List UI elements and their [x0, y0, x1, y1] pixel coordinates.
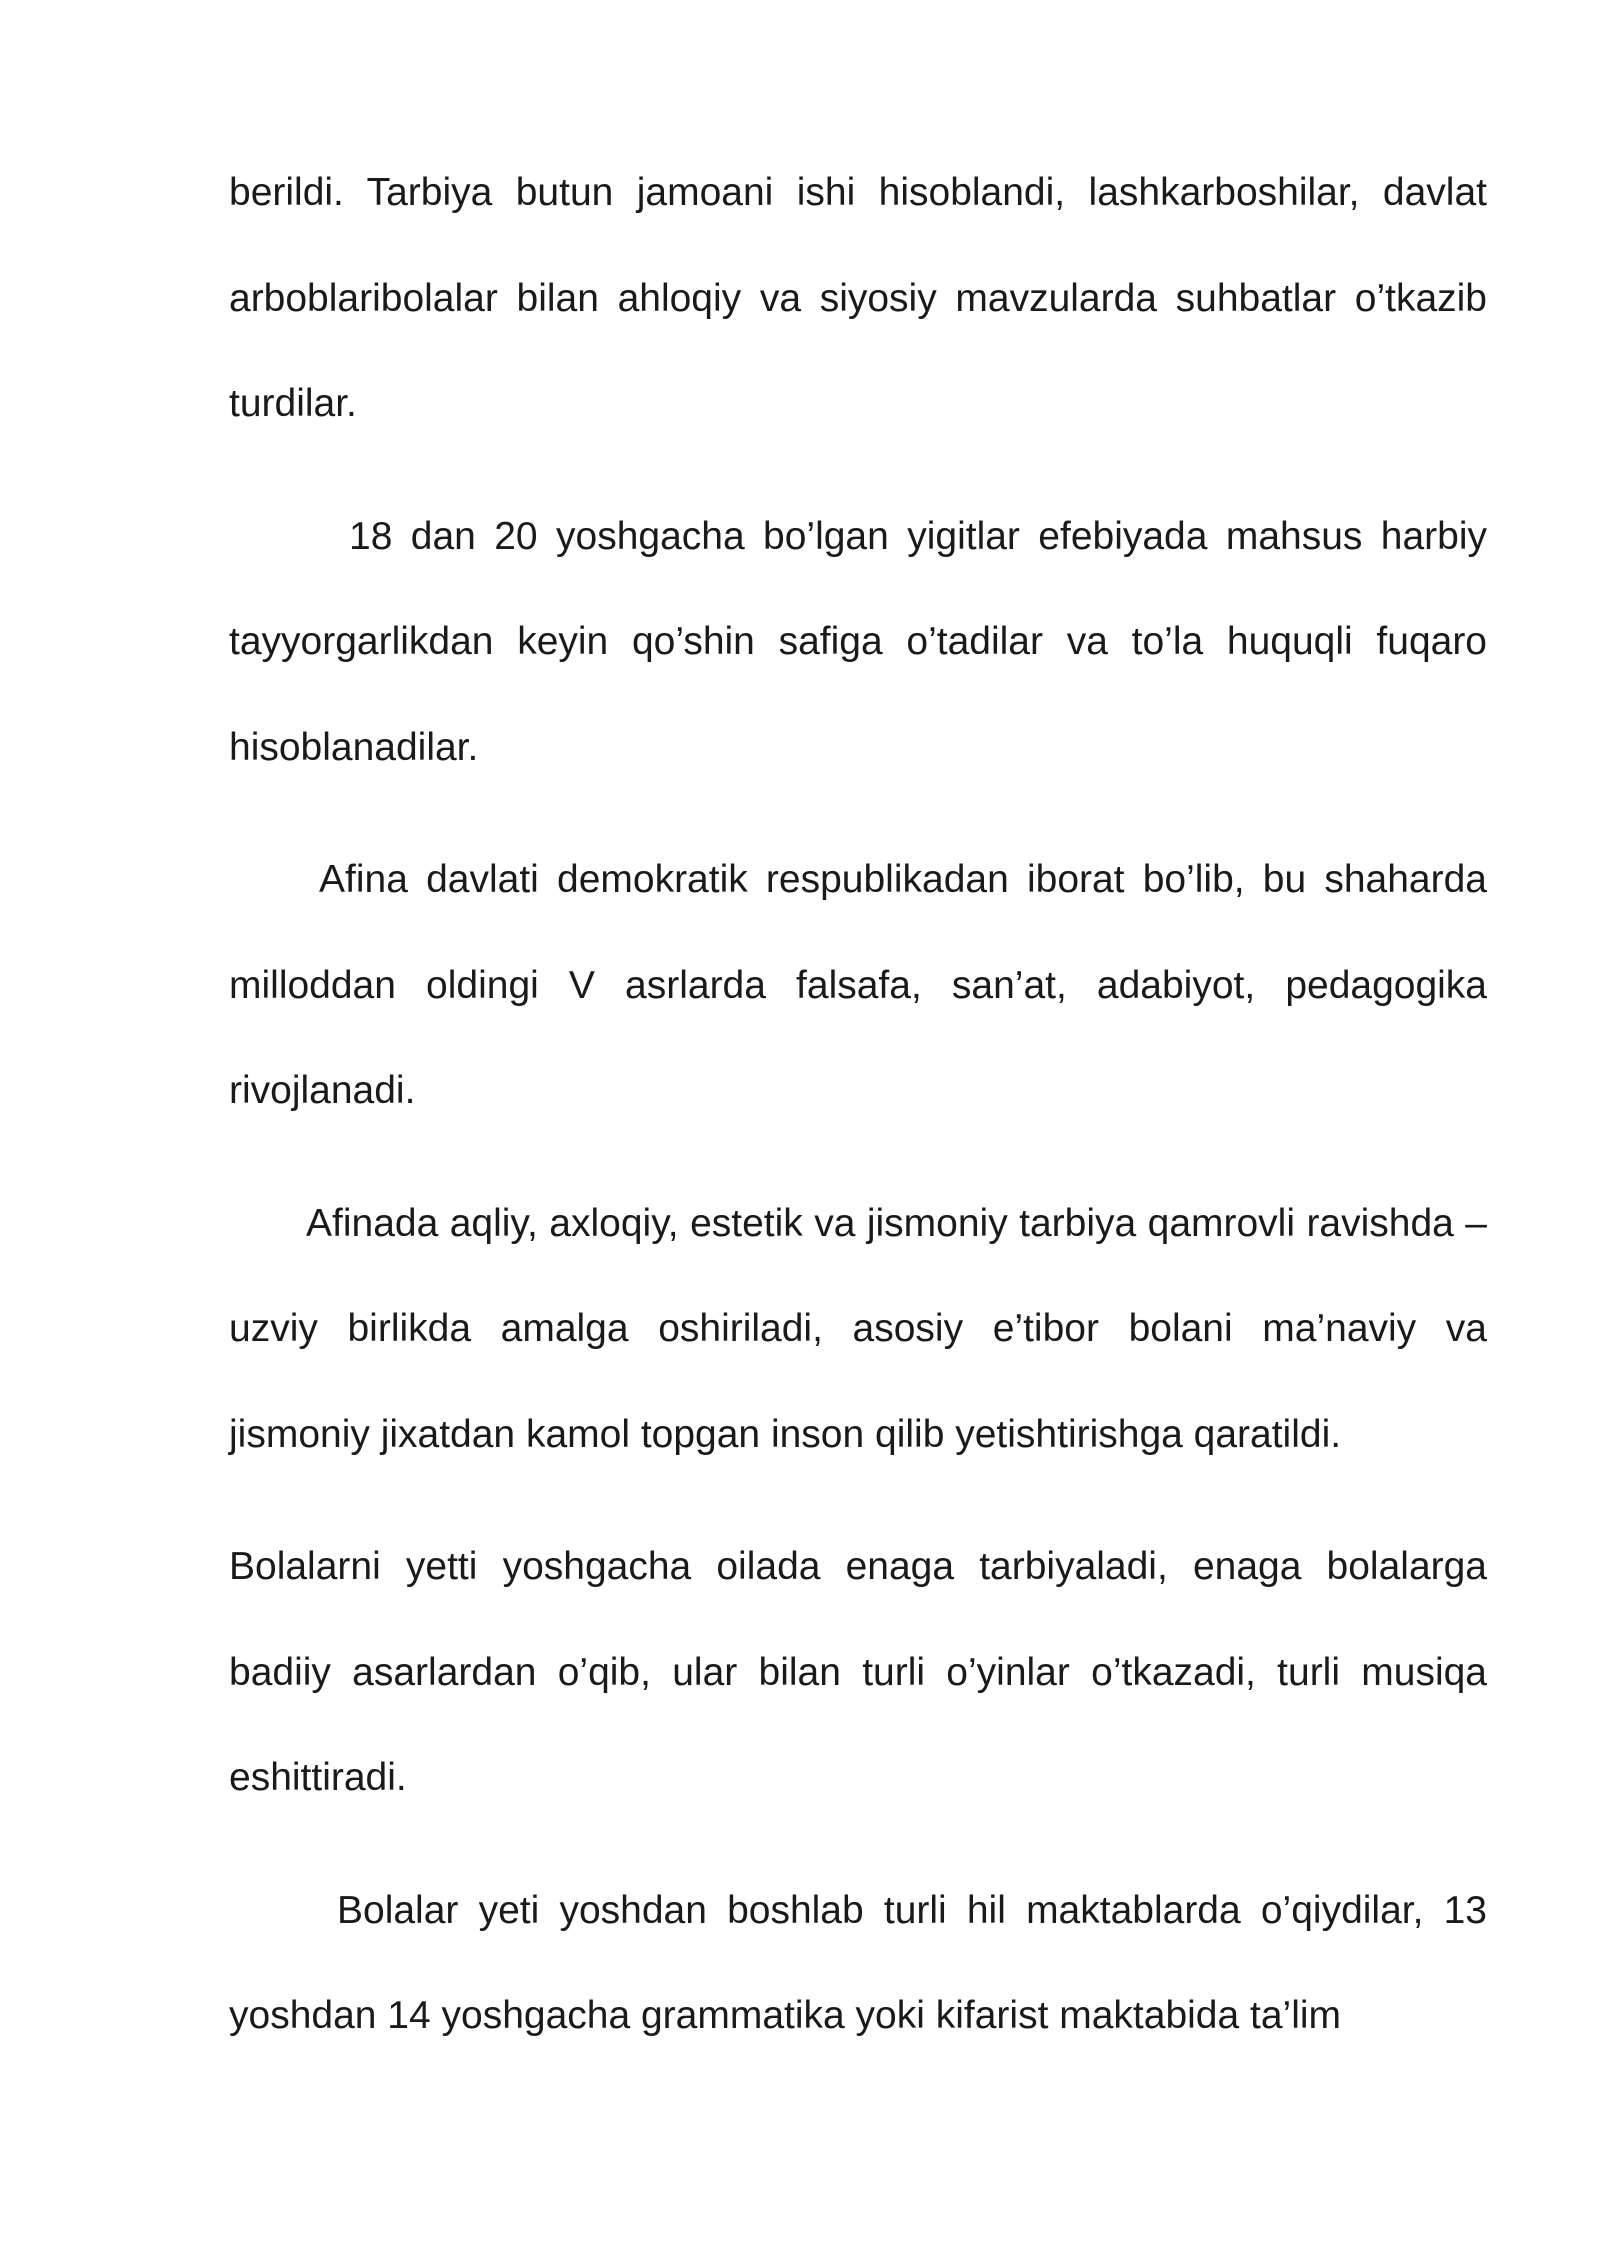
paragraph-3: Afina davlati demokratik respublikadan iborat bo’lib, bu shaharda milloddan oldingi V asrlarda falsafa, san’at, adabiyot, pedagogika rivojlanadi. [229, 858, 1487, 1112]
paragraph-5: Bolalarni yetti yoshgacha oilada enaga tarbiyaladi, enaga bolalarga badiiy asarlardan o’qib, ular bilan turli o’yinlar o’tkazadi, turli musiqa eshittiradi. [229, 1545, 1487, 1799]
paragraph-6: Bolalar yeti yoshdan boshlab turli hil maktablarda o’qiydilar, 13 yoshdan 14 yoshgacha grammatika yoki kifarist maktabida ta’lim [229, 1888, 1487, 2037]
paragraph-1: berildi. Tarbiya butun jamoani ishi hisoblandi, lashkarboshilar, davlat arboblaribolalar bilan ahloqiy va siyosiy mavzularda suhbatlar o’tkazib turdilar. [229, 171, 1487, 425]
paragraph-4: Afinada aqliy, axloqiy, estetik va jismoniy tarbiya qamrovli ravishda – uzviy birlikda amalga oshiriladi, asosiy e’tibor bolani ma’naviy va jismoniy jixatdan kamol topgan inson qilib yetishtirishga qaratildi. [229, 1201, 1487, 1456]
paragraph-2: 18 dan 20 yoshgacha bo’lgan yigitlar efebiyada mahsus harbiy tayyorgarlikdan keyin qo’shin safiga o’tadilar va to’la huquqli fuqaro hisoblanadilar. [229, 514, 1487, 769]
document-body [229, 140, 1487, 2096]
